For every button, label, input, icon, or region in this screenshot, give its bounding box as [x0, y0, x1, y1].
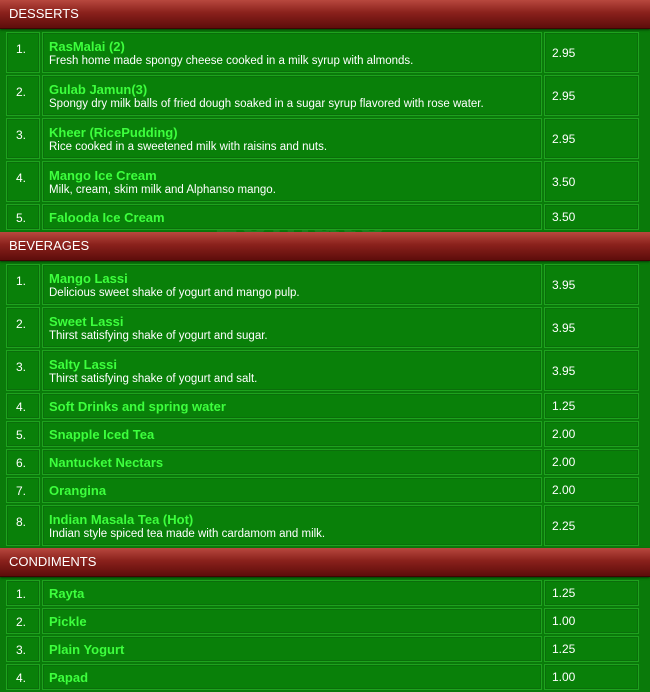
item-details [42, 664, 542, 690]
item-price-value: 1.25 [552, 586, 576, 600]
menu-item-row [6, 204, 644, 230]
item-price [544, 608, 639, 634]
menu-item-row [6, 477, 644, 503]
item-details [42, 505, 542, 546]
item-name: Sweet Lassi [49, 314, 124, 329]
menu-section-desserts [0, 0, 650, 230]
item-number: 5. [6, 421, 40, 447]
item-details [42, 477, 542, 503]
item-price-value: 3.95 [552, 320, 576, 335]
item-details [42, 350, 542, 391]
item-description: Indian style spiced tea made with cardamom and milk. [49, 528, 326, 540]
item-details [42, 32, 542, 73]
menu-item-row [6, 608, 644, 634]
item-name: Snapple Iced Tea [49, 427, 155, 442]
item-name: Pickle [49, 614, 87, 629]
menu-item-row [6, 264, 644, 305]
menu-item-row [6, 350, 644, 391]
item-price-value: 1.00 [552, 670, 576, 684]
section-header: DESSERTS [0, 0, 650, 29]
item-price [544, 580, 639, 606]
item-description: Rice cooked in a sweetened milk with raisins and nuts. [49, 141, 328, 153]
item-number: 2. [6, 307, 40, 348]
item-price-value: 1.00 [552, 614, 576, 628]
item-price [544, 393, 639, 419]
section-header: CONDIMENTS [0, 548, 650, 577]
item-number: 8. [6, 505, 40, 546]
item-details [42, 580, 542, 606]
item-name: RasMalai (2) [49, 39, 125, 54]
item-name: Mango Ice Cream [49, 168, 157, 183]
item-details [42, 307, 542, 348]
section-items [0, 577, 650, 690]
menu-item-row [6, 307, 644, 348]
item-details [42, 608, 542, 634]
item-details [42, 264, 542, 305]
menu-item-row [6, 75, 644, 116]
item-name: Gulab Jamun(3) [49, 82, 148, 97]
menu-item-row [6, 449, 644, 475]
item-number: 1. [6, 264, 40, 305]
menu-item-row [6, 32, 644, 73]
menu-item-row [6, 161, 644, 202]
item-price [544, 505, 639, 546]
item-price [544, 204, 639, 230]
menu-section-beverages [0, 232, 650, 546]
item-name: Indian Masala Tea (Hot) [49, 512, 194, 527]
item-price-value: 2.95 [552, 45, 576, 60]
item-description: Fresh home made spongy cheese cooked in a milk syrup with almonds. [49, 55, 414, 67]
item-number: 2. [6, 75, 40, 116]
item-number: 5. [6, 204, 40, 230]
item-price-value: 2.95 [552, 88, 576, 103]
item-details [42, 161, 542, 202]
item-price-value: 3.95 [552, 277, 576, 292]
item-price [544, 307, 639, 348]
item-price-value: 1.25 [552, 642, 576, 656]
item-number: 7. [6, 477, 40, 503]
item-description: Delicious sweet shake of yogurt and mango pulp. [49, 287, 300, 299]
menu-item-row [6, 393, 644, 419]
menu-item-row [6, 505, 644, 546]
item-price [544, 264, 639, 305]
item-price-value: 2.95 [552, 131, 576, 146]
item-name: Nantucket Nectars [49, 455, 164, 470]
item-description: Thirst satisfying shake of yogurt and sugar. [49, 330, 268, 342]
item-number: 3. [6, 350, 40, 391]
item-price [544, 32, 639, 73]
item-name: Kheer (RicePudding) [49, 125, 178, 140]
item-price [544, 75, 639, 116]
item-number: 3. [6, 118, 40, 159]
item-number: 2. [6, 608, 40, 634]
item-details [42, 75, 542, 116]
item-details [42, 118, 542, 159]
item-price-value: 2.00 [552, 427, 576, 441]
menu-section-condiments [0, 548, 650, 690]
item-details [42, 636, 542, 662]
item-details [42, 393, 542, 419]
item-price-value: 2.25 [552, 518, 576, 533]
item-name: Papad [49, 670, 89, 685]
item-price [544, 161, 639, 202]
item-price-value: 2.00 [552, 455, 576, 469]
item-price [544, 636, 639, 662]
item-price-value: 3.50 [552, 210, 576, 224]
item-number: 1. [6, 580, 40, 606]
section-header: BEVERAGES [0, 232, 650, 261]
item-description: Spongy dry milk balls of fried dough soaked in a sugar syrup flavored with rose water. [49, 98, 484, 110]
item-number: 1. [6, 32, 40, 73]
menu-item-row [6, 664, 644, 690]
item-description: Milk, cream, skim milk and Alphanso mango. [49, 184, 276, 196]
item-name: Soft Drinks and spring water [49, 399, 226, 414]
item-name: Rayta [49, 586, 85, 601]
menu-item-row [6, 636, 644, 662]
item-name: Salty Lassi [49, 357, 117, 372]
item-description: Thirst satisfying shake of yogurt and salt. [49, 373, 258, 385]
item-price [544, 350, 639, 391]
item-details [42, 421, 542, 447]
item-name: Mango Lassi [49, 271, 128, 286]
item-number: 4. [6, 664, 40, 690]
item-details [42, 204, 542, 230]
item-price [544, 449, 639, 475]
menu-item-row [6, 580, 644, 606]
item-name: Falooda Ice Cream [49, 210, 165, 225]
item-price-value: 3.95 [552, 363, 576, 378]
item-details [42, 449, 542, 475]
item-number: 4. [6, 393, 40, 419]
section-items [0, 261, 650, 546]
item-number: 3. [6, 636, 40, 662]
menu-item-row [6, 421, 644, 447]
item-price-value: 3.50 [552, 174, 576, 189]
item-number: 6. [6, 449, 40, 475]
item-price [544, 421, 639, 447]
section-items [0, 29, 650, 230]
item-name: Orangina [49, 483, 107, 498]
item-price [544, 118, 639, 159]
item-price [544, 477, 639, 503]
item-price [544, 664, 639, 690]
item-price-value: 1.25 [552, 399, 576, 413]
menu-item-row [6, 118, 644, 159]
item-price-value: 2.00 [552, 483, 576, 497]
item-name: Plain Yogurt [49, 642, 125, 657]
item-number: 4. [6, 161, 40, 202]
